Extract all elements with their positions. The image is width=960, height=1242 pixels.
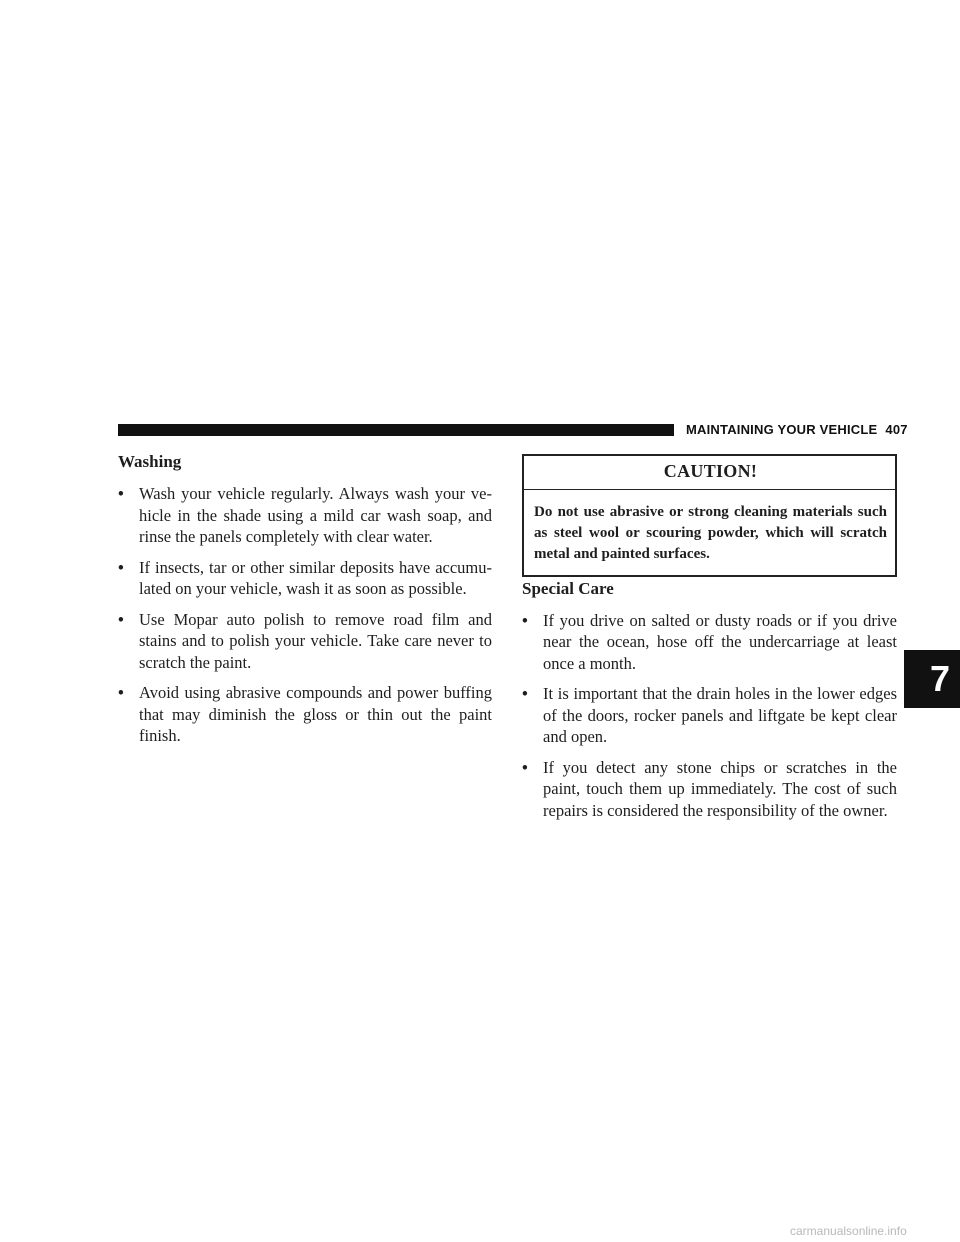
list-item <box>522 610 897 675</box>
chapter-tab: 7 <box>904 650 960 708</box>
washing-list <box>118 483 492 747</box>
page-number: 407 <box>885 422 908 437</box>
bullet-icon: • <box>522 610 528 630</box>
list-item <box>118 557 492 600</box>
header-rule <box>118 424 674 436</box>
washing-heading: Washing <box>118 452 182 471</box>
list-item-text: It is important that the drain holes in the lower edges of the doors, rocker panels and liftgate be kept clear and open. <box>543 684 897 746</box>
list-item <box>522 683 897 748</box>
running-header <box>686 422 906 438</box>
list-item <box>118 609 492 674</box>
caution-text: Do not use abrasive or strong cleaning materials such as steel wool or scouring powder, which will scratch metal and painted surfaces. <box>534 503 887 562</box>
caution-box <box>522 454 897 577</box>
list-item-text: Avoid using abrasive compounds and power buffing that may diminish the gloss or thin out the paint finish. <box>139 683 492 745</box>
list-item-text: Use Mopar auto polish to remove road film and stains and to polish your vehicle. Take care never to scratch the paint. <box>139 609 492 672</box>
list-item-text: If you drive on salted or dusty roads or if you drive near the ocean, hose off the undercarriage at least once a month. <box>543 610 897 673</box>
bullet-icon: • <box>118 557 124 577</box>
list-item-text: Wash your vehicle regularly. Always wash your ve-hicle in the shade using a mild car wash soap, and rinse the panels completely with clear water. <box>139 484 492 546</box>
right-column <box>522 450 897 821</box>
left-column <box>118 450 492 747</box>
bullet-icon: • <box>118 609 124 629</box>
list-item <box>118 682 492 747</box>
bullet-icon: • <box>522 757 528 777</box>
watermark: carmanualsonline.info <box>790 1224 907 1238</box>
list-item <box>522 757 897 822</box>
header-section-title: MAINTAINING YOUR VEHICLE <box>686 422 878 437</box>
special-care-list <box>522 610 897 822</box>
caution-title: CAUTION! <box>663 461 758 481</box>
list-item-text: If insects, tar or other similar deposits have accumu-lated on your vehicle, wash it as soon as possible. <box>139 557 492 598</box>
list-item <box>118 483 492 548</box>
list-item-text: If you detect any stone chips or scratches in the paint, touch them up immediately. The cost of such repairs is considered the responsibility of the owner. <box>543 757 897 820</box>
special-care-heading: Special Care <box>522 578 614 598</box>
bullet-icon: • <box>522 684 528 703</box>
bullet-icon: • <box>118 484 124 503</box>
bullet-icon: • <box>118 683 124 702</box>
